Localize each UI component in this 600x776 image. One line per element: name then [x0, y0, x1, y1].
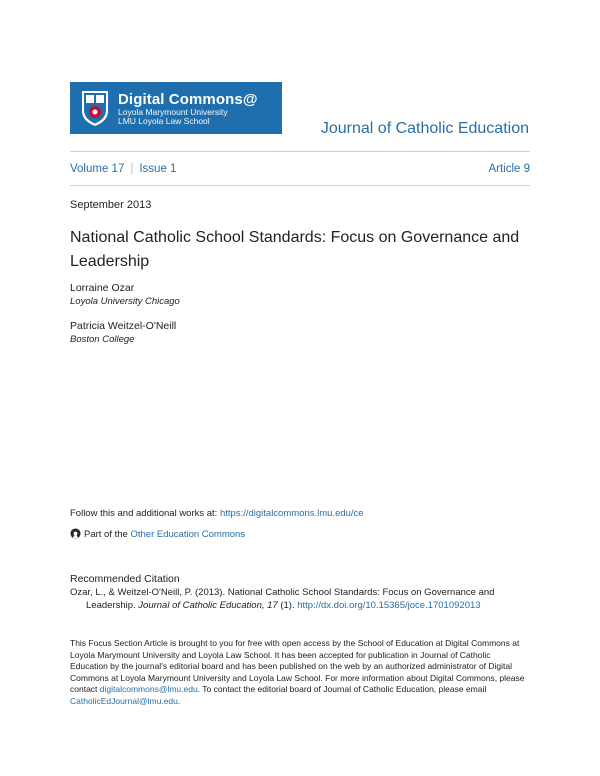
separator: |: [130, 163, 134, 175]
email-link[interactable]: digitalcommons@lmu.edu: [99, 684, 198, 695]
discipline-link[interactable]: Other Education Commons: [130, 529, 246, 540]
divider: [70, 185, 530, 186]
part-of-text: Part of the: [84, 529, 131, 540]
email-link[interactable]: CatholicEdJournal@lmu.edu: [70, 695, 178, 706]
follow-text: Follow this and additional works at:: [70, 508, 220, 519]
author-affiliation: Boston College: [70, 334, 135, 345]
open-source-icon: [70, 528, 81, 539]
doi-link[interactable]: http://dx.doi.org/10.15365/joce.1701092013: [297, 600, 481, 611]
citation-line: [70, 599, 530, 612]
issue-row: [70, 163, 530, 175]
follow-line: [70, 508, 364, 519]
issue-link[interactable]: Issue 1: [139, 163, 177, 175]
author-affiliation: Loyola University Chicago: [70, 296, 180, 307]
logo-title: Digital Commons@: [118, 90, 258, 108]
article-link[interactable]: Article 9: [488, 163, 530, 175]
publication-date: September 2013: [70, 199, 152, 211]
citation-issue: (1).: [277, 600, 298, 611]
logo-subtitle-1: Loyola Marymount University: [118, 106, 228, 117]
article-title: National Catholic School Standards: Focus on Governance and Leadership: [70, 229, 520, 270]
digital-commons-logo[interactable]: [70, 82, 282, 134]
citation-line: Ozar, L., & Weitzel-O'Neill, P. (2013). National Catholic School Standards: Focus on Governance and: [70, 587, 495, 598]
citation-start: Leadership.: [86, 600, 139, 611]
logo-subtitle-2: LMU Loyola Law School: [118, 115, 210, 126]
volume-link[interactable]: Volume 17: [70, 163, 125, 175]
citation-journal: Journal of Catholic Education, 17: [138, 600, 278, 611]
collection-link[interactable]: https://digitalcommons.lmu.edu/ce: [219, 508, 364, 519]
recommended-citation-heading: Recommended Citation: [70, 573, 180, 585]
author-name: Lorraine Ozar: [70, 282, 135, 294]
citation-text: [70, 586, 530, 612]
author-name: Patricia Weitzel-O'Neill: [70, 320, 177, 332]
divider: [70, 151, 530, 152]
part-of-line: [70, 528, 245, 540]
access-notice: [70, 638, 530, 708]
notice-text: .: [177, 695, 181, 706]
notice-text: This Focus Section Article is brought to you for free with open access by the School of Education at Digital Commons at Loyola Marymount University and Loyola Law School. It has been accepted for publication in Journal of Catholic Education by the journal's editorial board and has been published on the web by an authorized administrator of Digital Commons at Loyola Marymount University and Loyola Law School. For more information about Digital Commons, please contact: [70, 638, 525, 695]
lmu-shield-icon: [80, 89, 110, 127]
notice-text: . To contact the editorial board of Journal of Catholic Education, please email: [197, 684, 487, 695]
journal-title-link[interactable]: Journal of Catholic Education: [320, 120, 529, 137]
